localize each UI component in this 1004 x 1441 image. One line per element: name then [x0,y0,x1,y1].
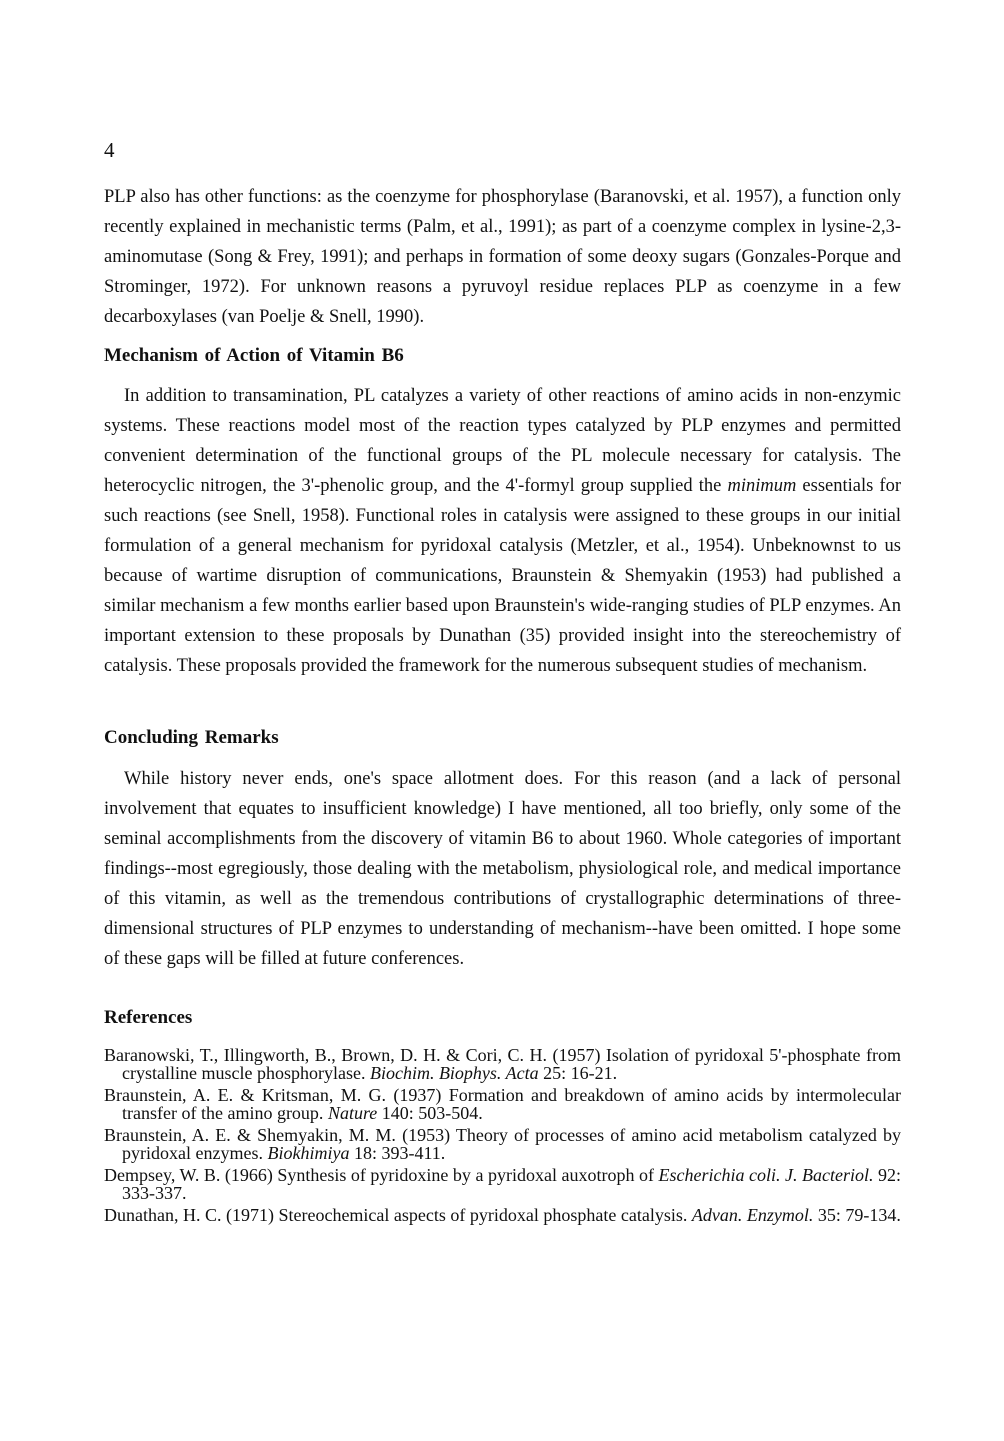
reference-citation: Braunstein, A. E. & Shemyakin, M. M. (1953) Theory of processes of amino acid metabolism catalyzed by pyridoxal enzymes. [104,1125,901,1163]
reference-volume-pages: 18: 393-411. [349,1143,446,1163]
reference-journal: Advan. Enzymol. [691,1205,814,1225]
mechanism-text-part-2: essentials for such reactions (see Snell, 1958). Functional roles in catalysis were assigned to these groups in our initial formulation of a general mechanism for pyridoxal catalysis (Metzler, et al., 1954). Unbeknownst to us because of wartime disruption of communications, Braunstein & Shemyakin (1953) had published a similar mechanism a few months earlier based upon Braunstein's wide-ranging studies of PLP enzymes. An important extension to these proposals by Dunathan (35) provided insight into the stereochemistry of catalysis. These proposals provided the framework for the numerous subsequent studies of mechanism. [104,476,901,676]
reference-citation: Dempsey, W. B. (1966) Synthesis of pyridoxine by a pyridoxal auxotroph of [104,1165,659,1185]
reference-journal: Biochim. Biophys. Acta [369,1063,539,1083]
reference-citation: Baranowski, T., Illingworth, B., Brown, D. H. & Cori, C. H. (1957) Isolation of pyridoxal 5'-phosphate from crystalline muscle phosphorylase. [104,1045,901,1083]
reference-volume-pages: 140: 503-504. [377,1103,483,1123]
reference-citation: Braunstein, A. E. & Kritsman, M. G. (1937) Formation and breakdown of amino acids by intermolecular transfer of the amino group. [104,1085,901,1123]
reference-item [104,1046,901,1082]
reference-journal: Biokhimiya [267,1143,350,1163]
mechanism-paragraph [104,381,901,681]
mechanism-heading: Mechanism of Action of Vitamin B6 [104,345,404,366]
mechanism-text-part-1: In addition to transamination, PL catalyzes a variety of other reactions of amino acids in non-enzymic systems. These reactions model most of the reaction types catalyzed by PLP enzymes and permitted convenient determination of the functional groups of the PL molecule necessary for catalysis. The heterocyclic nitrogen, the 3'-phenolic group, and the 4'-formyl group supplied the [104,386,901,496]
reference-volume-pages: 25: 16-21. [538,1063,618,1083]
concluding-heading: Concluding Remarks [104,727,279,748]
reference-journal: Escherichia coli. J. Bacteriol. [658,1165,874,1185]
reference-item [104,1206,901,1224]
reference-citation: Dunathan, H. C. (1971) Stereochemical aspects of pyridoxal phosphate catalysis. [104,1205,692,1225]
reference-list [104,1046,901,1228]
concluding-paragraph: While history never ends, one's space allotment does. For this reason (and a lack of personal involvement that equates to insufficient knowledge) I have mentioned, all too briefly, only some of the seminal accomplishments from the discovery of vitamin B6 to about 1960. Whole categories of important findings--most egregiously, those dealing with the metabolism, physiological role, and medical importance of this vitamin, as well as the tremendous contributions of crystallographic determinations of three-dimensional structures of PLP enzymes to understanding of mechanism--have been omitted. I hope some of these gaps will be filled at future conferences. [104,769,901,969]
reference-journal: Nature [327,1103,378,1123]
reference-volume-pages: 35: 79-134. [813,1205,901,1225]
page-number: 4 [104,138,115,162]
mechanism-italic-word: minimum [727,476,797,496]
reference-volume-pages: 92: 333-337. [122,1165,902,1203]
reference-item [104,1166,901,1202]
intro-paragraph: PLP also has other functions: as the coenzyme for phosphorylase (Baranovski, et al. 1957), a function only recently explained in mechanistic terms (Palm, et al., 1991); as part of a coenzyme complex in lysine-2,3-aminomutase (Song & Frey, 1991); and perhaps in formation of some deoxy sugars (Gonzales-Porque and Strominger, 1972). For unknown reasons a pyruvoyl residue replaces PLP as coenzyme in a few decarboxylases (van Poelje & Snell, 1990). [104,187,901,327]
references-heading: References [104,1007,193,1028]
reference-item [104,1126,901,1162]
reference-item [104,1086,901,1122]
